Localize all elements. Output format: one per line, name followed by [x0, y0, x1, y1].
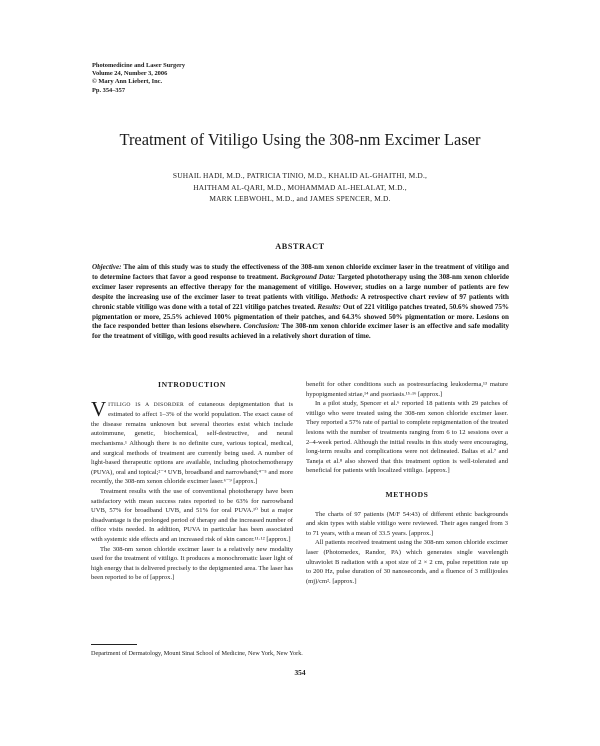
intro-paragraph-continued: benefit for other conditions such as postresurfacing leukoderma,¹³ mature hypopigmented striae,¹⁴ and psoriasis.¹⁵·¹⁶ [approx.]: [306, 381, 508, 398]
page-number: 354: [294, 668, 306, 677]
author-line: HAITHAM AL-QARI, M.D., MOHAMMAD AL-HELALAT, M.D.,: [193, 182, 407, 192]
author-list: [60, 170, 540, 205]
methods-heading: METHODS: [385, 489, 429, 499]
article-title: Treatment of Vitiligo Using the 308-nm Excimer Laser: [119, 130, 481, 149]
abstract-background-text: Targeted phototherapy using the 308-nm xenon chloride excimer laser represents an effective therapy for the management of vitiligo. However, studies on a large number of patients are few despite the increasing use of the excimer laser to treat patients with vitiligo.: [92, 272, 509, 301]
footnote-rule: [91, 644, 137, 645]
journal-volume: Volume 24, Number 3, 2006: [92, 70, 168, 78]
journal-pages: Pp. 354–357: [92, 86, 126, 94]
journal-header: [92, 62, 185, 95]
intro-paragraph-text: of cutaneous depigmentation that is estimated to affect 1–3% of the world population. The exact cause of the disease remains unknown but several theories exist which include autoimmune, genetic, biochemical, self-destructive, and neural mechanisms.¹ Although there is no definite cure, various topical, medical, and surgical methods of treatment are currently being used. A number of light-based therapeutic options are available, including photochemotherapy (PUVA), oral and topical;²⁻⁴ UVB, broadband and narrowband;⁴⁻⁵ and more recently, the 308-nm xenon chloride excimer laser.⁶⁻⁹ [approx.]: [91, 400, 293, 486]
methods-paragraph: The charts of 97 patients (M/F 54:43) of different ethnic backgrounds and skin types with stable vitiligo were reviewed. Their ages ranged from 3 to 71 years, with a mean of 33.5 years. [approx.]: [306, 510, 508, 537]
introduction-heading: INTRODUCTION: [158, 380, 226, 389]
abstract-body: [92, 263, 509, 342]
author-line: SUHAIL HADI, M.D., PATRICIA TINIO, M.D., KHALID AL-GHAITHI, M.D.,: [172, 171, 428, 180]
right-column: [306, 380, 508, 586]
abstract-objective-label: Objective:: [92, 263, 122, 271]
left-column: [91, 380, 293, 583]
journal-copyright: © Mary Ann Liebert, Inc.: [92, 78, 163, 86]
lead-smallcaps: ITILIGO IS A DISORDER: [108, 401, 185, 408]
journal-name: Photomedicine and Laser Surgery: [92, 62, 186, 69]
intro-paragraph: [91, 396, 293, 487]
abstract-conclusion-label: Conclusion:: [243, 322, 280, 331]
abstract-objective-text: The aim of this study was to study the effectiveness of the 308-nm xenon chloride excimer laser in the treatment of vitiligo and to determine factors that favor a good response to treatment.: [92, 263, 509, 281]
abstract-methods-label: Methods:: [330, 292, 359, 301]
abstract-results-label: Results:: [317, 302, 342, 311]
abstract-conclusion-text: The 308-nm xenon chloride excimer laser is an effective and safe modality for the treatment of vitiligo, with good results achieved in a relatively short duration of time.: [92, 322, 509, 341]
abstract-results-text: Out of 221 vitiligo patches treated, 50.6% showed 75% pigmentation or more, 25.5% achieved 100% pigmentation of their patches, and 64.3% showed 50% pigmentation or more. Lesions on the face responded better than lesions elsewhere.: [92, 302, 509, 331]
abstract-background-label: Background Data:: [280, 272, 336, 281]
affiliation-footnote: Department of Dermatology, Mount Sinai School of Medicine, New York, New York.: [91, 650, 303, 657]
abstract-heading: ABSTRACT: [275, 242, 325, 251]
intro-paragraph: In a pilot study, Spencer et al.⁶ reported 18 patients with 29 patches of vitiligo who were treated using the 308-nm xenon chloride excimer laser. They reported a 57% rate of partial to complete repigmentation of the treated lesions with the number of treatments ranging from 6 to 12 sessions over a 2–4-week period. Although the initial results in this study were encouraging, long-term results and complications were not delineated. Baltas et al.⁷ and Taneja et al.⁸ also showed that this treatment option is well-tolerated and beneficial for patients with localized vitiligo. [approx.]: [306, 400, 508, 475]
drop-cap: V: [91, 396, 107, 421]
intro-paragraph: The 308-nm xenon chloride excimer laser is a relatively new modality used for the treatment of vitiligo. It produces a monochromatic laser light of high energy that is delivered precisely to the depigmented area. The laser has been reported to be of [approx.]: [91, 545, 293, 582]
intro-paragraph: Treatment results with the use of conventional phototherapy have been satisfactory with mean success rates reported to be 63% for narrowband UVB, 57% for broadband UVB, and 51% for oral PUVA.¹⁰ but a major disadvantage is the prolonged period of therapy and the increased number of office visits needed. In addition, PUVA in particular has been associated with systemic side effects and an increased risk of skin cancer.¹¹·¹² [approx.]: [91, 487, 293, 543]
methods-paragraph: All patients received treatment using the 308-nm xenon chloride excimer laser (Photomedex, Randor, PA) which generates single wavelength ultraviolet B radiation with a spot size of 2 × 2 cm, pulse repetition rate up to 200 Hz, pulse duration of 30 nanoseconds, and a fluence of 3 millijoules (mj)/cm². [approx.]: [306, 539, 508, 585]
abstract-methods-text: A retrospective chart review of 97 patients with chronic stable vitiligo was done with a total of 221 vitiligo patches treated.: [92, 292, 509, 311]
author-line: MARK LEBWOHL, M.D., and JAMES SPENCER, M.D.: [209, 194, 391, 204]
